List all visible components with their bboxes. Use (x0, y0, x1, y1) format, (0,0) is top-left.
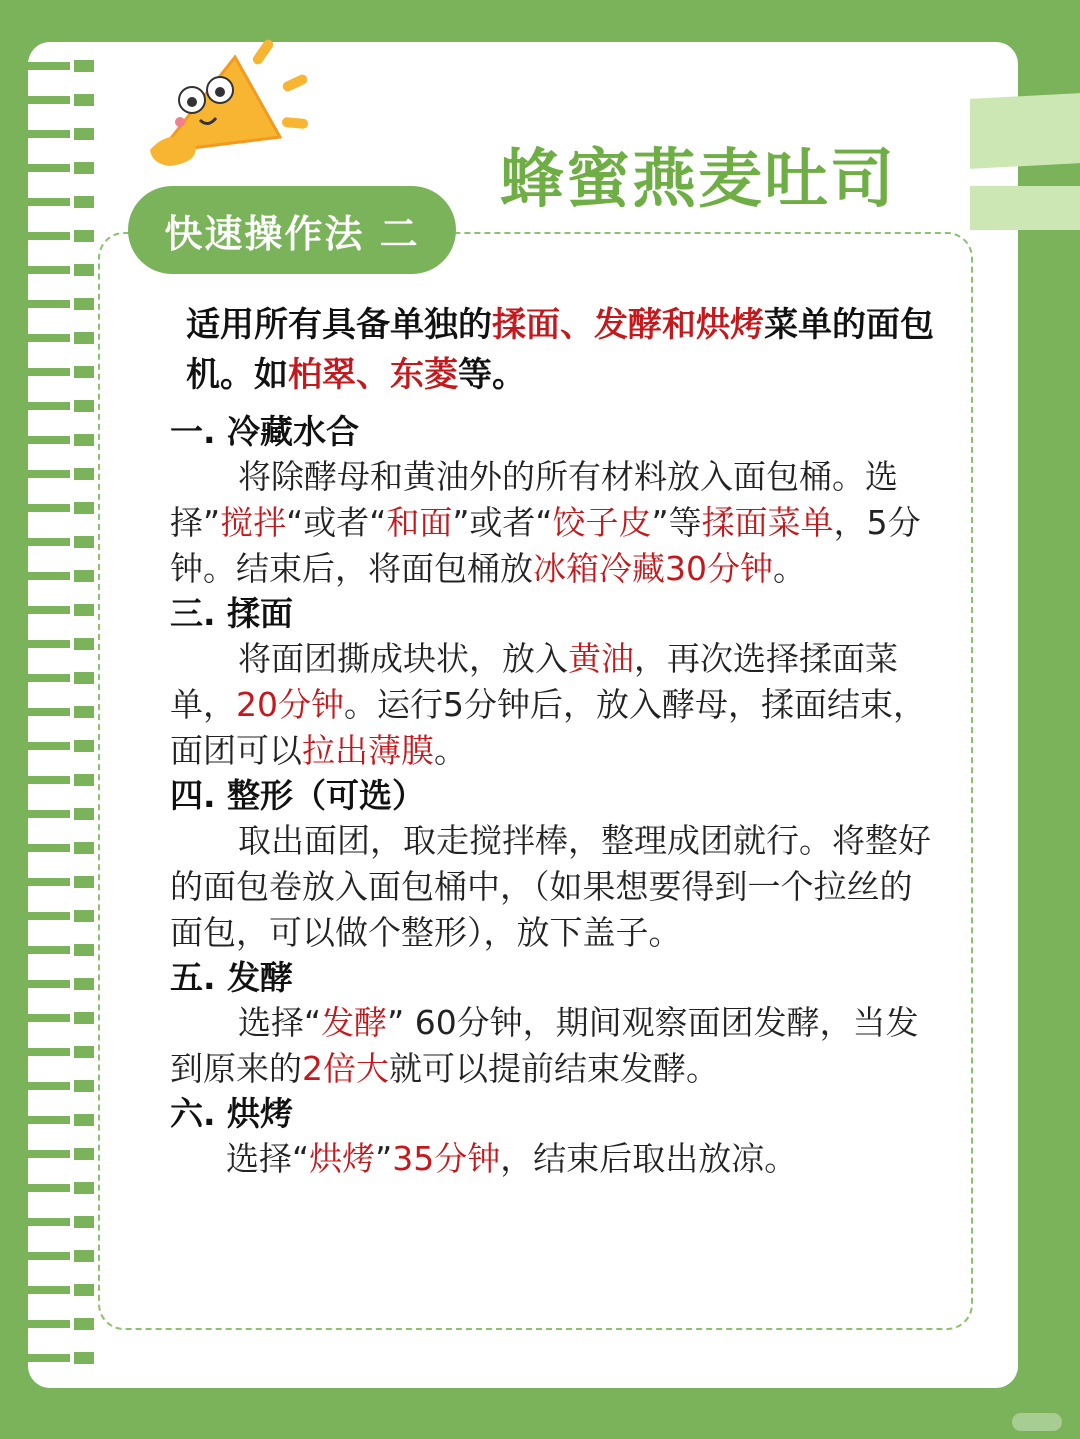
binding-ring (0, 604, 96, 616)
binding-ring (0, 1318, 96, 1330)
body-text: ”等 (651, 503, 702, 542)
highlight-text: 饺子皮 (552, 503, 652, 542)
recipe-content (170, 300, 940, 1182)
section-body (170, 818, 940, 956)
binding-ring (0, 876, 96, 888)
binding-ring (0, 94, 96, 106)
highlight-text: 搅拌 (220, 503, 287, 542)
highlight-text: 拉出薄膜 (302, 731, 434, 770)
highlight-text: 20分钟 (236, 685, 344, 724)
binding-ring (0, 298, 96, 310)
binding-ring (0, 128, 96, 140)
highlight-text: 柏翠、东菱 (288, 355, 458, 395)
highlight-text: 揉面菜单 (701, 503, 834, 542)
binding-ring (0, 196, 96, 208)
binding-ring (0, 502, 96, 514)
section-heading: 五. 发酵 (170, 958, 294, 997)
body-text: 就可以提前结束发酵。 (389, 1049, 719, 1088)
binding-ring (0, 1182, 96, 1194)
highlight-text: 和面 (386, 503, 453, 542)
body-text: 等。 (458, 355, 526, 395)
section-heading: 六. 烘烤 (170, 1094, 294, 1133)
mascot-icon (140, 32, 340, 172)
highlight-text: 2倍大 (302, 1049, 389, 1088)
highlight-text: 黄油 (568, 639, 634, 678)
sticky-tab-top (970, 93, 1080, 169)
binding-ring (0, 1046, 96, 1058)
body-text: 。运行5分钟后，放入酵母，揉面结束，面团可以 (170, 685, 926, 770)
highlight-text: 发酵 (321, 1003, 388, 1042)
binding-ring (0, 944, 96, 956)
body-text: ” 60分钟，期间观察面团发酵，当发到原来的 (170, 1003, 919, 1088)
binding-ring (0, 740, 96, 752)
body-text: ”或者“ (452, 503, 553, 542)
body-text: 菜单的面包机。如 (186, 305, 934, 395)
body-text: 取出面团，取走搅拌棒，整理成团就行。将整好的面包卷放入面包桶中，（如果想要得到一个拉丝的面包，可以做个整形），放下盖子。 (170, 821, 931, 952)
highlight-text: 冰箱冷藏30分钟 (533, 549, 773, 588)
binding-ring (0, 1216, 96, 1228)
binding-ring (0, 808, 96, 820)
section-heading: 一. 冷藏水合 (170, 412, 360, 451)
notebook-binding (0, 60, 100, 1390)
section-body (170, 1136, 940, 1182)
body-text: “或者“ (286, 503, 387, 542)
section-body (170, 454, 940, 592)
binding-ring (0, 434, 96, 446)
binding-ring (0, 264, 96, 276)
highlight-text: 揉面、发酵和烘烤 (492, 305, 764, 345)
binding-ring (0, 1352, 96, 1364)
body-text: ，5分钟。结束后，将面包桶放 (170, 503, 921, 588)
binding-ring (0, 400, 96, 412)
binding-ring (0, 60, 96, 72)
section-body (170, 1000, 940, 1092)
binding-ring (0, 230, 96, 242)
binding-ring (0, 1250, 96, 1262)
binding-ring (0, 842, 96, 854)
binding-ring (0, 468, 96, 480)
method-badge: 快速操作法 二 (128, 186, 456, 274)
binding-ring (0, 536, 96, 548)
watermark (1012, 1413, 1062, 1431)
binding-ring (0, 1114, 96, 1126)
binding-ring (0, 1148, 96, 1160)
highlight-text: 烘烤 (309, 1139, 376, 1178)
body-text: ” (375, 1139, 393, 1178)
body-text: 选择“ (238, 1003, 322, 1042)
binding-ring (0, 774, 96, 786)
binding-ring (0, 706, 96, 718)
recipe-sections (170, 410, 940, 1182)
binding-ring (0, 332, 96, 344)
section-heading: 三. 揉面 (170, 594, 294, 633)
section-body (170, 636, 940, 774)
body-text: 选择“ (226, 1139, 310, 1178)
binding-ring (0, 672, 96, 684)
binding-ring (0, 978, 96, 990)
body-text: 。 (434, 731, 467, 770)
body-text: 将除酵母和黄油外的所有材料放入面包桶。选择” (170, 457, 898, 542)
sticky-tab-bottom (970, 186, 1080, 230)
binding-ring (0, 162, 96, 174)
highlight-text: 35分钟 (392, 1139, 501, 1178)
section-heading: 四. 整形（可选） (170, 776, 426, 815)
body-text: ，结束后取出放凉。 (500, 1139, 798, 1178)
binding-ring (0, 1284, 96, 1296)
binding-ring (0, 1012, 96, 1024)
body-text: 将面团撕成块状，放入 (238, 639, 568, 678)
body-text: ，再次选择揉面菜单， (170, 639, 898, 724)
binding-ring (0, 366, 96, 378)
intro-paragraph (170, 300, 940, 400)
binding-ring (0, 1080, 96, 1092)
binding-ring (0, 570, 96, 582)
body-text: 适用所有具备单独的 (186, 305, 492, 345)
binding-ring (0, 910, 96, 922)
body-text: 。 (773, 549, 806, 588)
page-title: 蜂蜜燕麦吐司 (500, 143, 896, 217)
binding-ring (0, 638, 96, 650)
